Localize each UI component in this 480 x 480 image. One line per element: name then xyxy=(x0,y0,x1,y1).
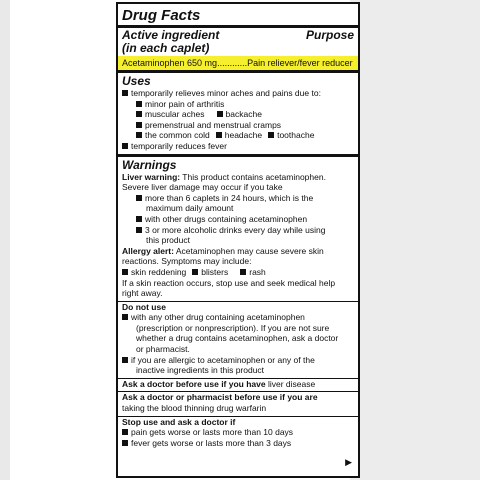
list-item: temporarily reduces fever xyxy=(122,141,354,152)
list-item: 3 or more alcoholic drinks every day while using xyxy=(122,225,354,236)
ask-pharmacist-section: Ask a doctor or pharmacist before use if you are taking the blood thinning drug warfarin xyxy=(122,392,318,414)
bullet-icon xyxy=(136,122,142,128)
list-item: skin reddening blisters rash xyxy=(122,267,354,278)
continue-arrow-icon: ▶ xyxy=(345,457,352,467)
list-item: the common cold headache toothache xyxy=(122,130,354,141)
active-ingredient-heading: Active ingredient (in each caplet) xyxy=(122,28,220,55)
warnings-heading: Warnings xyxy=(122,157,177,172)
bullet-icon xyxy=(136,132,142,138)
warnings-body: Liver warning: This product contains acetaminophen. Severe liver damage may occur if you take more than 6 caplets in 24 hours, which is the maximum daily amount with other drugs containing acetaminophen 3 or more alcoholic drinks every day while using this product Allergy alert: Acetaminophen may cause severe skin reactions. Symptoms may include: skin reddening blisters rash If a skin reaction occurs, stop use and seek medical help right away. xyxy=(118,172,358,299)
purpose-heading: Purpose xyxy=(305,28,354,42)
uses-heading: Uses xyxy=(122,74,151,88)
bullet-icon xyxy=(216,132,222,138)
bullet-icon xyxy=(136,227,142,233)
ask-doctor-section: Ask a doctor before use if you have liver disease xyxy=(122,378,316,389)
list-item: muscular aches backache xyxy=(122,109,354,120)
bullet-icon xyxy=(217,111,223,117)
list-item: pain gets worse or lasts more than 10 days xyxy=(122,427,354,438)
list-item: with other drugs containing acetaminophen xyxy=(122,214,354,225)
bullet-icon xyxy=(136,216,142,222)
list-item: more than 6 caplets in 24 hours, which is the xyxy=(122,193,354,204)
bullet-icon xyxy=(136,111,142,117)
bullet-icon xyxy=(240,269,246,275)
list-item: with any other drug containing acetaminophen xyxy=(122,312,354,323)
bullet-icon xyxy=(136,101,142,107)
uses-body xyxy=(118,88,358,152)
background-right xyxy=(350,0,480,480)
active-ingredient-row xyxy=(118,56,358,70)
allergy-alert-label: Allergy alert: xyxy=(122,245,174,256)
ingredient-name: Acetaminophen 650 mg............ xyxy=(122,58,248,68)
bullet-icon xyxy=(122,90,128,96)
list-item: minor pain of arthritis xyxy=(122,99,354,110)
bullet-icon xyxy=(122,314,128,320)
bullet-icon xyxy=(122,440,128,446)
active-ingredient-header xyxy=(118,28,358,56)
ingredient-purpose: Pain reliever/fever reducer xyxy=(247,58,353,68)
list-item: fever gets worse or lasts more than 3 days xyxy=(122,438,354,449)
panel-title: Drug Facts xyxy=(122,7,201,24)
bullet-icon xyxy=(122,357,128,363)
bullet-icon xyxy=(122,143,128,149)
drug-facts-panel xyxy=(116,2,360,478)
list-item: if you are allergic to acetaminophen or any of the xyxy=(122,355,354,366)
bullet-icon xyxy=(122,429,128,435)
do-not-use-heading: Do not use xyxy=(122,301,166,312)
bullet-icon xyxy=(192,269,198,275)
liver-warning-label: Liver warning: xyxy=(122,171,181,182)
stop-use-section: Stop use and ask a doctor if pain gets worse or lasts more than 10 days fever gets worse or lasts more than 3 days xyxy=(118,417,358,449)
bullet-icon xyxy=(268,132,274,138)
bullet-icon xyxy=(136,195,142,201)
list-item: premenstrual and menstrual cramps xyxy=(122,120,354,131)
bullet-icon xyxy=(122,269,128,275)
do-not-use-section: Do not use with any other drug containing acetaminophen (prescription or nonprescription). If you are not sure whether a drug contains acetaminophen, ask a doctor or pharmacist. if you are allergic to acetaminophen or any of the inactive ingredients in this product xyxy=(118,302,358,376)
list-item: temporarily relieves minor aches and pains due to: xyxy=(122,88,354,99)
background-left xyxy=(0,0,10,480)
